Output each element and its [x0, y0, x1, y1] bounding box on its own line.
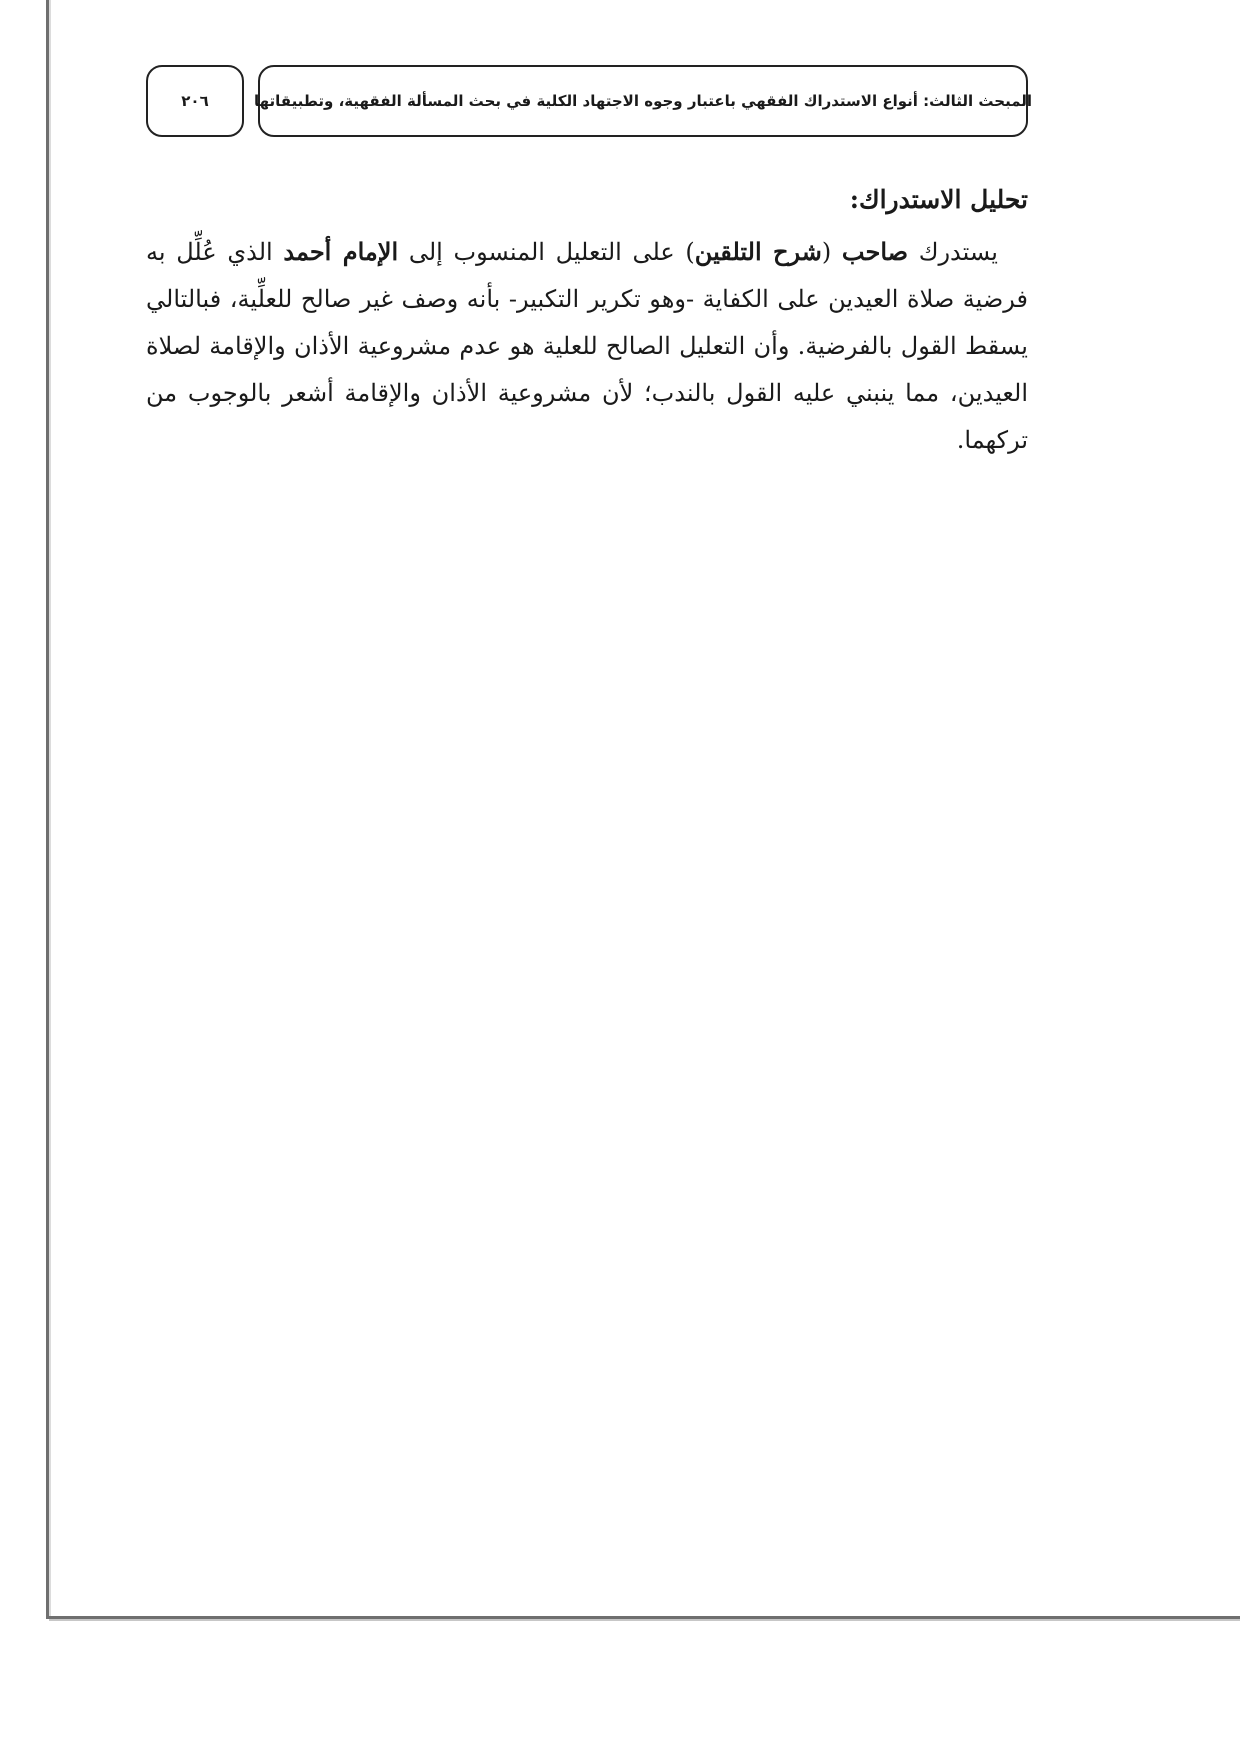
paragraph-text-3: ) على التعليل المنسوب إلى — [398, 238, 695, 266]
bold-term-sahib: صاحب — [841, 237, 909, 266]
bold-term-sharh-al-talqin: شرح التلقين — [694, 237, 822, 266]
page-content — [146, 178, 1028, 464]
page-border-bottom-shadow — [49, 1619, 1240, 1621]
page-border-left-shadow — [49, 0, 51, 1616]
paragraph-text-2: ( — [821, 238, 842, 266]
running-header-title: المبحث الثالث: أنواع الاستدراك الفقهي باعتبار وجوه الاجتهاد الكلية في بحث المسألة الفقهية، وتطبيقاتها — [253, 92, 1033, 110]
running-header — [253, 65, 1033, 137]
paragraph-text-4: الذي عُلِّل به فرضية صلاة العيدين على الكفاية -وهو تكرير التكبير- بأنه وصف غير صالح للعلِّية، فبالتالي يسقط القول بالفرضية. وأن التعليل الصالح للعلية هو عدم مشروعية الأذان والإقامة لصلاة العيدين، مما ينبني عليه القول بالندب؛ لأن مشروعية الأذان والإقامة أشعر بالوجوب من تركهما. — [146, 238, 1028, 454]
body-paragraph — [146, 228, 1028, 464]
section-heading: تحليل الاستدراك: — [849, 185, 1028, 214]
page-number-box — [146, 65, 244, 137]
bold-term-imam-ahmad: الإمام أحمد — [283, 237, 399, 266]
page-number: ٢٠٦ — [181, 92, 209, 110]
paragraph-text-1: يستدرك — [908, 238, 998, 266]
